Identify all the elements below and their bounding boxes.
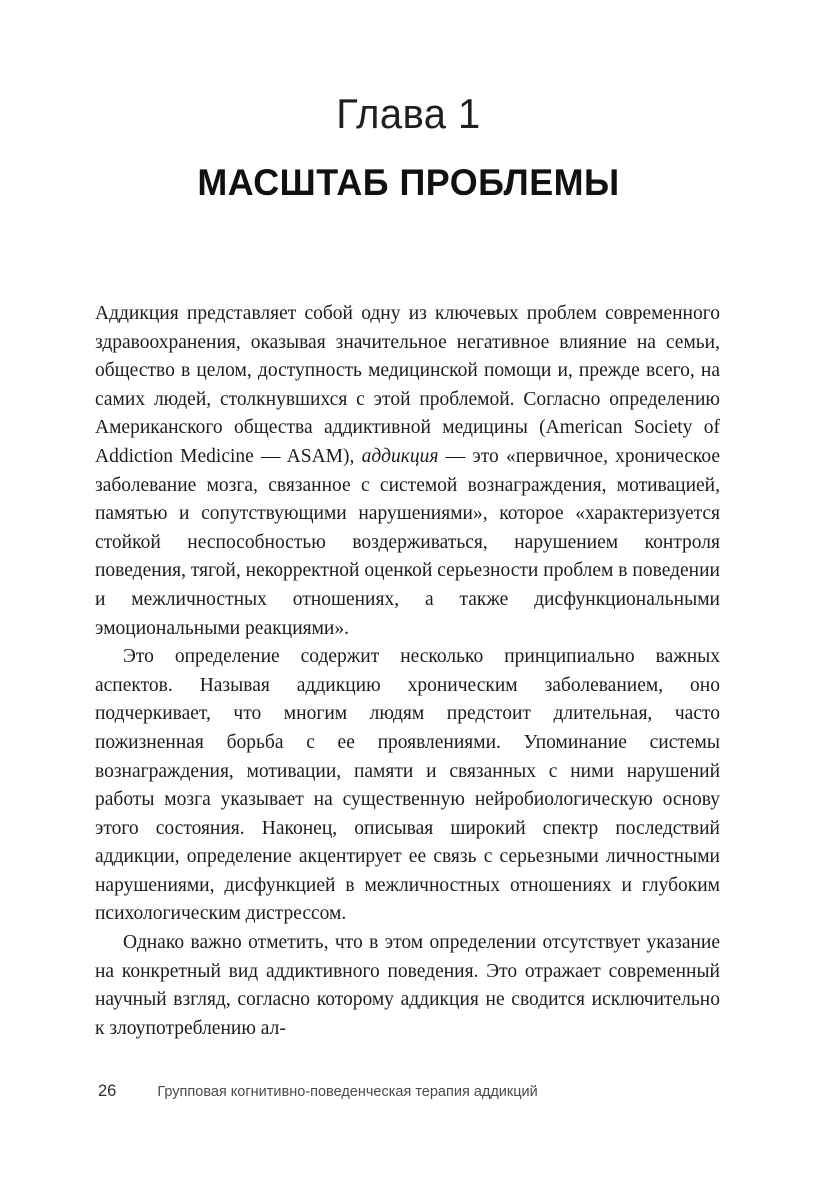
- paragraph-1-text-before-term: Аддикция представляет собой одну из ключевых проблем современного здравоохранения, оказывая значительное негативное влияние на семьи, общество в целом, доступность медицинской помощи и, прежде всего, на самих людей, столкнувшихся с этой проблемой. Согласно определению Американского общества аддиктивной медицины (American Society of Addiction Medicine — ASAM),: [95, 303, 720, 467]
- paragraph-1-text-after-term: — это «первичное, хроническое заболевание мозга, связанное с системой вознаграждения, мотивацией, памятью и сопутствующими нарушениями», которое «характеризуется стойкой неспособностью воздерживаться, нарушением контроля поведения, тягой, некорректной оценкой серьезности проблем в поведении и межличностных отношениях, а также дисфункциональными эмоциональными реакциями».: [95, 445, 720, 639]
- paragraph-1: [95, 300, 720, 643]
- page-footer: [98, 1082, 720, 1101]
- body-text: [95, 300, 720, 1043]
- italic-term-addiction: аддикция: [361, 445, 439, 467]
- paragraph-3: Однако важно отметить, что в этом определении отсутствует указание на конкретный вид аддиктивного поведения. Это отражает современный научный взгляд, согласно которому аддикция не сводится исключительно к злоупотреблению ал-: [95, 932, 720, 1039]
- page-number: 26: [98, 1082, 117, 1100]
- paragraph-2: Это определение содержит несколько принципиально важных аспектов. Называя аддикцию хроническим заболеванием, оно подчеркивает, что многим людям предстоит длительная, часто пожизненная борьба с ее проявлениями. Упоминание системы вознаграждения, мотивации, памяти и связанных с ними нарушений работы мозга указывает на существенную нейробиологическую основу этого состояния. Наконец, описывая широкий спектр последствий аддикции, определение акцентирует ее связь с серьезными личностными нарушениями, дисфункцией в межличностных отношениях и глубоким психологическим дистрессом.: [95, 646, 720, 925]
- chapter-label: Глава 1: [336, 90, 481, 137]
- chapter-title: МАСШТАБ ПРОБЛЕМЫ: [197, 162, 620, 203]
- chapter-header: [0, 0, 817, 204]
- running-title: Групповая когнитивно-поведенческая терапия аддикций: [157, 1084, 538, 1100]
